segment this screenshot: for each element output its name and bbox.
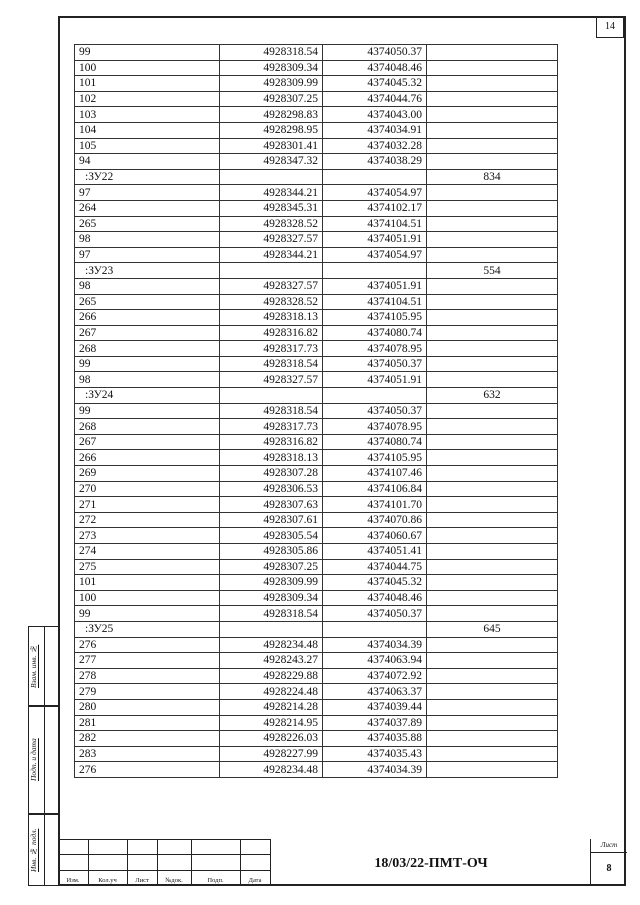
y-coordinate-cell: 4374051.91: [323, 232, 427, 248]
x-coordinate-cell: 4928305.86: [220, 544, 323, 560]
area-cell: [427, 45, 558, 61]
area-cell: [427, 154, 558, 170]
point-cell: 94: [75, 154, 220, 170]
point-cell: 282: [75, 731, 220, 747]
zone-header-row: [75, 388, 558, 404]
area-cell: [427, 590, 558, 606]
table-row: [75, 200, 558, 216]
point-cell: 267: [75, 325, 220, 341]
area-cell: [427, 653, 558, 669]
x-coordinate-cell: 4928316.82: [220, 325, 323, 341]
point-cell: 274: [75, 544, 220, 560]
point-cell: 99: [75, 606, 220, 622]
area-cell: [427, 91, 558, 107]
area-cell: [427, 60, 558, 76]
x-coordinate-cell: 4928224.48: [220, 684, 323, 700]
x-coordinate-cell: 4928317.73: [220, 419, 323, 435]
y-coordinate-cell: 4374080.74: [323, 434, 427, 450]
sheet-box: [590, 839, 627, 886]
y-coordinate-cell: 4374048.46: [323, 60, 427, 76]
area-cell: [427, 544, 558, 560]
area-cell: [427, 310, 558, 326]
document-code: 18/03/22-ПМТ-ОЧ: [374, 856, 488, 871]
area-cell: [427, 247, 558, 263]
table-row: [75, 512, 558, 528]
y-coordinate-cell: 4374050.37: [323, 45, 427, 61]
area-cell: [427, 481, 558, 497]
x-coordinate-cell: 4928345.31: [220, 200, 323, 216]
area-cell: [427, 216, 558, 232]
point-cell: 98: [75, 278, 220, 294]
point-cell: 275: [75, 559, 220, 575]
table-row: [75, 107, 558, 123]
sheet-number: 8: [606, 863, 612, 874]
table-row: [75, 403, 558, 419]
y-coordinate-cell: 4374070.86: [323, 512, 427, 528]
x-coordinate-cell: 4928347.32: [220, 154, 323, 170]
y-coordinate-cell: 4374106.84: [323, 481, 427, 497]
y-coordinate-cell: 4374039.44: [323, 699, 427, 715]
y-coordinate-cell: 4374035.43: [323, 746, 427, 762]
y-coordinate-cell: 4374051.91: [323, 278, 427, 294]
area-cell: 645: [427, 621, 558, 637]
coordinates-table: [74, 44, 558, 778]
y-coordinate-cell: 4374035.88: [323, 731, 427, 747]
y-coordinate-cell: 4374054.97: [323, 185, 427, 201]
y-coordinate-cell: 4374054.97: [323, 247, 427, 263]
x-coordinate-cell: 4928309.34: [220, 60, 323, 76]
point-cell: 105: [75, 138, 220, 154]
table-row: [75, 76, 558, 92]
table-row: [75, 434, 558, 450]
x-coordinate-cell: 4928307.25: [220, 91, 323, 107]
x-coordinate-cell: 4928229.88: [220, 668, 323, 684]
table-row: [75, 575, 558, 591]
point-cell: 279: [75, 684, 220, 700]
table-row: [75, 590, 558, 606]
area-cell: [427, 107, 558, 123]
table-row: [75, 232, 558, 248]
area-cell: [427, 637, 558, 653]
point-cell: 101: [75, 76, 220, 92]
point-cell: 265: [75, 216, 220, 232]
y-coordinate-cell: 4374043.00: [323, 107, 427, 123]
y-coordinate-cell: 4374078.95: [323, 341, 427, 357]
zone-header-row: [75, 169, 558, 185]
table-row: [75, 60, 558, 76]
x-coordinate-cell: 4928328.52: [220, 216, 323, 232]
table-row: [75, 668, 558, 684]
area-cell: [427, 528, 558, 544]
area-cell: [427, 699, 558, 715]
x-coordinate-cell: 4928243.27: [220, 653, 323, 669]
x-coordinate-cell: [220, 263, 323, 279]
y-coordinate-cell: 4374045.32: [323, 575, 427, 591]
x-coordinate-cell: 4928327.57: [220, 232, 323, 248]
page-number: 14: [596, 16, 624, 38]
point-cell: 273: [75, 528, 220, 544]
point-cell: 99: [75, 403, 220, 419]
table-row: [75, 481, 558, 497]
x-coordinate-cell: 4928301.41: [220, 138, 323, 154]
y-coordinate-cell: 4374063.94: [323, 653, 427, 669]
table-row: [75, 699, 558, 715]
side-stamp-vzam: [28, 626, 58, 706]
zone-header-row: [75, 263, 558, 279]
point-cell: 97: [75, 247, 220, 263]
table-row: [75, 637, 558, 653]
stamp-header-data: Дата: [248, 877, 262, 884]
y-coordinate-cell: 4374051.91: [323, 372, 427, 388]
point-cell: 101: [75, 575, 220, 591]
area-cell: [427, 731, 558, 747]
table-row: [75, 185, 558, 201]
point-cell: 98: [75, 232, 220, 248]
x-coordinate-cell: 4928227.99: [220, 746, 323, 762]
table-row: [75, 216, 558, 232]
area-cell: [427, 606, 558, 622]
y-coordinate-cell: [323, 169, 427, 185]
area-cell: [427, 419, 558, 435]
point-cell: 100: [75, 590, 220, 606]
x-coordinate-cell: 4928307.28: [220, 466, 323, 482]
point-cell: 276: [75, 762, 220, 778]
table-row: [75, 91, 558, 107]
y-coordinate-cell: 4374050.37: [323, 403, 427, 419]
x-coordinate-cell: 4928214.95: [220, 715, 323, 731]
area-cell: 554: [427, 263, 558, 279]
area-cell: [427, 403, 558, 419]
area-cell: [427, 138, 558, 154]
area-cell: [427, 200, 558, 216]
stamp-header-izm: Изм.: [66, 877, 80, 884]
area-cell: [427, 497, 558, 513]
table-row: [75, 419, 558, 435]
x-coordinate-cell: 4928307.63: [220, 497, 323, 513]
y-coordinate-cell: 4374037.89: [323, 715, 427, 731]
table-row: [75, 450, 558, 466]
x-coordinate-cell: 4928306.53: [220, 481, 323, 497]
y-coordinate-cell: 4374050.37: [323, 606, 427, 622]
x-coordinate-cell: 4928328.52: [220, 294, 323, 310]
table-row: [75, 762, 558, 778]
y-coordinate-cell: 4374102.17: [323, 200, 427, 216]
point-cell: 103: [75, 107, 220, 123]
area-cell: [427, 746, 558, 762]
zone-header-row: [75, 621, 558, 637]
table-row: [75, 559, 558, 575]
area-cell: [427, 450, 558, 466]
area-cell: [427, 575, 558, 591]
point-cell: 99: [75, 356, 220, 372]
y-coordinate-cell: [323, 263, 427, 279]
x-coordinate-cell: 4928344.21: [220, 185, 323, 201]
stamp-header-ndok: №док.: [165, 877, 183, 884]
document-code-box: [270, 839, 591, 886]
table-row: [75, 715, 558, 731]
table-row: [75, 45, 558, 61]
point-cell: 283: [75, 746, 220, 762]
point-cell: :ЗУ22: [75, 169, 220, 185]
area-cell: [427, 294, 558, 310]
table-row: [75, 278, 558, 294]
point-cell: 266: [75, 310, 220, 326]
table-row: [75, 356, 558, 372]
table-row: [75, 310, 558, 326]
area-cell: [427, 559, 558, 575]
x-coordinate-cell: 4928318.54: [220, 356, 323, 372]
side-stamp-inv: [28, 814, 58, 886]
table-row: [75, 606, 558, 622]
point-cell: 104: [75, 122, 220, 138]
x-coordinate-cell: 4928309.34: [220, 590, 323, 606]
y-coordinate-cell: 4374080.74: [323, 325, 427, 341]
y-coordinate-cell: [323, 621, 427, 637]
x-coordinate-cell: 4928327.57: [220, 372, 323, 388]
x-coordinate-cell: 4928327.57: [220, 278, 323, 294]
table-row: [75, 466, 558, 482]
x-coordinate-cell: [220, 169, 323, 185]
y-coordinate-cell: 4374050.37: [323, 356, 427, 372]
area-cell: [427, 232, 558, 248]
point-cell: 268: [75, 419, 220, 435]
point-cell: 272: [75, 512, 220, 528]
y-coordinate-cell: 4374032.28: [323, 138, 427, 154]
area-cell: [427, 372, 558, 388]
y-coordinate-cell: 4374104.51: [323, 294, 427, 310]
table-row: [75, 544, 558, 560]
point-cell: 271: [75, 497, 220, 513]
x-coordinate-cell: [220, 388, 323, 404]
y-coordinate-cell: 4374048.46: [323, 590, 427, 606]
x-coordinate-cell: [220, 621, 323, 637]
side-label-inv: Инв. № подл.: [29, 828, 38, 872]
title-block: [58, 839, 626, 886]
point-cell: :ЗУ25: [75, 621, 220, 637]
table-row: [75, 731, 558, 747]
table-row: [75, 528, 558, 544]
point-cell: 264: [75, 200, 220, 216]
side-label-vzam: Взам. инв. №: [29, 644, 38, 688]
area-cell: [427, 325, 558, 341]
table-row: [75, 122, 558, 138]
point-cell: 100: [75, 60, 220, 76]
table-row: [75, 247, 558, 263]
y-coordinate-cell: 4374072.92: [323, 668, 427, 684]
x-coordinate-cell: 4928309.99: [220, 575, 323, 591]
area-cell: [427, 122, 558, 138]
area-cell: [427, 185, 558, 201]
x-coordinate-cell: 4928316.82: [220, 434, 323, 450]
table-row: [75, 138, 558, 154]
table-row: [75, 372, 558, 388]
area-cell: [427, 278, 558, 294]
y-coordinate-cell: 4374034.39: [323, 637, 427, 653]
table-row: [75, 746, 558, 762]
point-cell: 98: [75, 372, 220, 388]
x-coordinate-cell: 4928234.48: [220, 762, 323, 778]
area-cell: [427, 466, 558, 482]
x-coordinate-cell: 4928298.83: [220, 107, 323, 123]
point-cell: 278: [75, 668, 220, 684]
point-cell: 270: [75, 481, 220, 497]
y-coordinate-cell: 4374044.75: [323, 559, 427, 575]
area-cell: 632: [427, 388, 558, 404]
table-row: [75, 684, 558, 700]
point-cell: 266: [75, 450, 220, 466]
point-cell: 269: [75, 466, 220, 482]
y-coordinate-cell: 4374078.95: [323, 419, 427, 435]
point-cell: :ЗУ24: [75, 388, 220, 404]
y-coordinate-cell: 4374105.95: [323, 310, 427, 326]
x-coordinate-cell: 4928317.73: [220, 341, 323, 357]
stamp-header-list: Лист: [135, 877, 149, 884]
area-cell: [427, 341, 558, 357]
x-coordinate-cell: 4928309.99: [220, 76, 323, 92]
x-coordinate-cell: 4928214.28: [220, 699, 323, 715]
point-cell: :ЗУ23: [75, 263, 220, 279]
point-cell: 268: [75, 341, 220, 357]
point-cell: 99: [75, 45, 220, 61]
side-stamp-podp: [28, 706, 58, 814]
area-cell: [427, 668, 558, 684]
y-coordinate-cell: 4374104.51: [323, 216, 427, 232]
y-coordinate-cell: 4374063.37: [323, 684, 427, 700]
point-cell: 277: [75, 653, 220, 669]
y-coordinate-cell: 4374107.46: [323, 466, 427, 482]
table-row: [75, 341, 558, 357]
y-coordinate-cell: 4374034.39: [323, 762, 427, 778]
point-cell: 276: [75, 637, 220, 653]
x-coordinate-cell: 4928307.25: [220, 559, 323, 575]
x-coordinate-cell: 4928318.54: [220, 606, 323, 622]
y-coordinate-cell: 4374045.32: [323, 76, 427, 92]
x-coordinate-cell: 4928305.54: [220, 528, 323, 544]
area-cell: [427, 684, 558, 700]
point-cell: 281: [75, 715, 220, 731]
y-coordinate-cell: 4374038.29: [323, 154, 427, 170]
y-coordinate-cell: 4374101.70: [323, 497, 427, 513]
table-row: [75, 294, 558, 310]
table-row: [75, 325, 558, 341]
x-coordinate-cell: 4928298.95: [220, 122, 323, 138]
area-cell: 834: [427, 169, 558, 185]
y-coordinate-cell: 4374060.67: [323, 528, 427, 544]
area-cell: [427, 762, 558, 778]
y-coordinate-cell: 4374051.41: [323, 544, 427, 560]
y-coordinate-cell: 4374044.76: [323, 91, 427, 107]
area-cell: [427, 356, 558, 372]
point-cell: 97: [75, 185, 220, 201]
x-coordinate-cell: 4928318.54: [220, 45, 323, 61]
x-coordinate-cell: 4928307.61: [220, 512, 323, 528]
table-row: [75, 497, 558, 513]
x-coordinate-cell: 4928318.13: [220, 450, 323, 466]
stamp-header-koluch: Кол.уч: [98, 877, 117, 884]
area-cell: [427, 434, 558, 450]
x-coordinate-cell: 4928344.21: [220, 247, 323, 263]
area-cell: [427, 512, 558, 528]
area-cell: [427, 715, 558, 731]
x-coordinate-cell: 4928226.03: [220, 731, 323, 747]
y-coordinate-cell: [323, 388, 427, 404]
point-cell: 267: [75, 434, 220, 450]
side-label-podp: Подп. и дата: [29, 738, 38, 782]
point-cell: 102: [75, 91, 220, 107]
y-coordinate-cell: 4374105.95: [323, 450, 427, 466]
y-coordinate-cell: 4374034.91: [323, 122, 427, 138]
x-coordinate-cell: 4928318.13: [220, 310, 323, 326]
x-coordinate-cell: 4928234.48: [220, 637, 323, 653]
sheet-label: Лист: [600, 841, 618, 849]
stamp-header-podp: Подп.: [207, 877, 224, 884]
point-cell: 265: [75, 294, 220, 310]
area-cell: [427, 76, 558, 92]
x-coordinate-cell: 4928318.54: [220, 403, 323, 419]
table-row: [75, 653, 558, 669]
table-row: [75, 154, 558, 170]
revision-grid: [58, 839, 270, 886]
point-cell: 280: [75, 699, 220, 715]
